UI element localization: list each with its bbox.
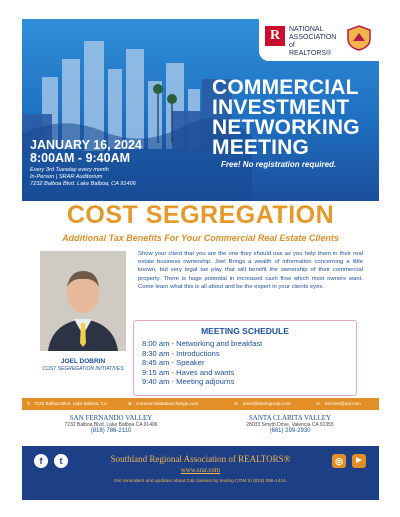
mail-icon: ✉ <box>234 401 238 406</box>
footer-url[interactable]: www.srar.com <box>180 467 221 474</box>
free-note: Free! No registration required. <box>221 160 337 169</box>
globe-icon: ⊕ <box>128 401 132 406</box>
event-info-line: 7232 Balboa Blvd. Lake Balboa, CA 91406 <box>30 181 136 187</box>
office-phone[interactable]: (661) 299-2930 <box>269 428 311 434</box>
schedule-heading: MEETING SCHEDULE <box>201 326 289 336</box>
event-time: 8:00AM - 9:40AM <box>30 151 131 165</box>
contact-email-1[interactable]: amie@kitaregroup.com <box>243 401 291 406</box>
contact-address: 7232 Balboa Blvd. Lake Balboa, CA <box>34 401 108 406</box>
title-line: INVESTMENT <box>212 96 350 119</box>
speaker-org: COST SEGREGATION INITIATIVES <box>42 366 124 372</box>
schedule-item: 8:00 am - Networking and breakfast <box>142 339 263 348</box>
contact-site[interactable]: commercialdataexchange.com <box>136 401 199 406</box>
twitter-icon[interactable]: t <box>54 454 68 468</box>
footer-note: Get reminders and updates about C&I classes by texting COM to (818) 356-1414. <box>113 479 288 484</box>
title-line: NETWORKING <box>212 116 360 139</box>
event-date: JANUARY 16, 2024 <box>30 138 142 152</box>
schedule-item: 9:40 am - Meeting adjourns <box>142 377 235 387</box>
logo-panel <box>259 19 379 61</box>
event-info-line: Every 3rd Tuesday every month <box>30 167 109 173</box>
schedule-list <box>142 339 262 387</box>
title-line: MEETING <box>212 136 310 159</box>
office-address: 28033 Smyth Drive, Valencia CA 91355 <box>246 422 334 428</box>
office-name: SANTA CLARITA VALLEY <box>248 414 332 422</box>
topic-subtitle: Additional Tax Benefits For Your Commercial Real Estate Clients <box>62 233 339 243</box>
title-line: COMMERCIAL <box>212 76 359 99</box>
schedule-item: 9:15 am - Haves and wants <box>142 367 235 377</box>
nar-logo: R <box>265 26 285 46</box>
event-datetime <box>30 139 142 165</box>
hero-banner <box>22 19 379 201</box>
event-title <box>212 78 360 158</box>
instagram-icon[interactable]: ◎ <box>332 454 346 468</box>
event-info-line: In-Person | SRAR Auditorium <box>30 174 103 180</box>
footer-org: Southland Regional Association of REALTORS® <box>110 454 291 464</box>
speaker-name: JOEL DOBRIN <box>60 358 106 365</box>
schedule-item: 8:45 am - Speaker <box>142 358 205 368</box>
contact-email-2[interactable]: Mocknr@aol.com <box>325 401 361 406</box>
offices <box>22 410 379 445</box>
office-address: 7232 Balboa Blvd. Lake Balboa CA 91406 <box>64 422 158 428</box>
youtube-icon[interactable]: ▶ <box>352 454 366 468</box>
flyer <box>22 19 379 500</box>
contact-bar <box>22 398 379 410</box>
topic-description: Show your client that you are the one they should use as you help them in their real estate business ownership. Joel Brings a wealth of information concerning a little known, but very legal tax play that will benefit the ownership of their commercial property. There is huge potential in increased cash flow which most owners want. Come learn what this is all about and be the expert in your clients eyes. <box>138 251 363 290</box>
mail-icon: ✉ <box>316 401 320 406</box>
footer <box>22 446 379 500</box>
facebook-icon[interactable]: f <box>34 454 48 468</box>
office-phone[interactable]: (818) 786-2110 <box>90 428 132 434</box>
meeting-schedule <box>133 320 357 396</box>
nar-logo-text: NATIONAL ASSOCIATION of REALTORS® <box>289 26 337 57</box>
office-scv <box>205 414 375 434</box>
schedule-item: 8:30 am - Introductions <box>142 348 220 358</box>
speaker-photo <box>40 251 126 351</box>
event-info <box>30 167 136 188</box>
topic-title: COST SEGREGATION <box>66 201 335 229</box>
location-icon: ⚲ <box>27 401 31 406</box>
speaker-portrait-icon <box>40 251 126 351</box>
office-name: SAN FERNANDO VALLEY <box>69 414 153 422</box>
srar-seal-icon <box>347 25 371 51</box>
office-sfv <box>26 414 196 434</box>
